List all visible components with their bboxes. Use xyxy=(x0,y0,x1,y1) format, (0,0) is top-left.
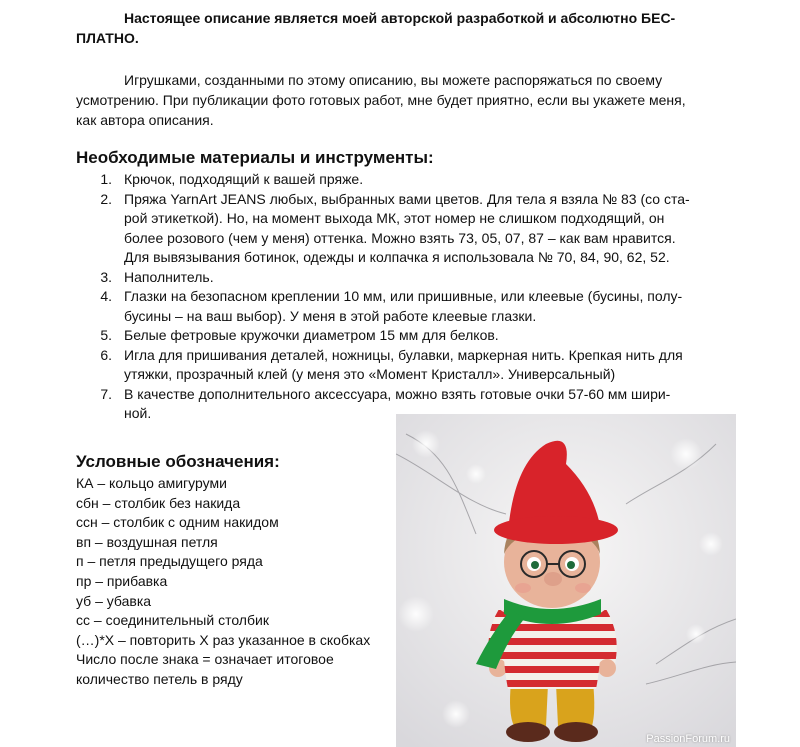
symbol-item: (…)*Х – повторить Х раз указанное в скобках xyxy=(76,631,371,648)
symbol-item: КА – кольцо амигуруми xyxy=(76,475,227,491)
intro-paragraph-2: Игрушками, созданными по этому описанию, вы можете распоряжаться по своему xyxy=(124,72,663,88)
list-item-cont: утяжки, прозрачный клей (у меня это «Момент Кристалл». Универсальный) xyxy=(124,366,616,382)
symbols-list xyxy=(76,474,370,690)
symbol-item: вп – воздушная петля xyxy=(76,533,218,550)
left-eye xyxy=(531,561,539,569)
right-eye xyxy=(567,561,575,569)
symbols-heading: Условные обозначения: xyxy=(76,452,280,471)
materials-list xyxy=(76,170,736,424)
materials-heading: Необходимые материалы и инструменты: xyxy=(76,148,434,167)
list-item-cont: более розового (чем у меня) оттенка. Можно взять 73, 05, 07, 87 – как вам нравится. xyxy=(124,229,676,246)
symbol-item: сс – соединительный столбик xyxy=(76,612,269,629)
symbol-item: ссн – столбик с одним накидом xyxy=(76,514,279,531)
symbol-item: уб – убавка xyxy=(76,592,152,609)
list-item-cont: Для вывязывания ботинок, одежды и колпачка я использовала № 70, 84, 90, 62, 52. xyxy=(124,249,670,265)
intro-paragraph-2-end: как автора описания. xyxy=(76,112,214,128)
left-cheek xyxy=(515,583,531,593)
hat-brim xyxy=(494,516,618,544)
doll-illustration xyxy=(396,414,736,747)
left-shoe xyxy=(506,722,550,742)
symbol-item: Число после знака = означает итоговое xyxy=(76,651,334,668)
right-shoe xyxy=(554,722,598,742)
nose xyxy=(544,572,562,586)
amigurumi-doll-photo xyxy=(396,414,736,747)
list-item: 5. Белые фетровые кружочки диаметром 15 мм для белков. xyxy=(100,327,499,343)
intro-paragraph-1-cont: ПЛАТНО. xyxy=(76,30,139,46)
list-item: 1. Крючок, подходящий к вашей пряже. xyxy=(100,171,364,187)
intro-paragraph-2-cont: усмотрению. При публикации фото готовых работ, мне будет приятно, если вы укажете меня, xyxy=(76,92,686,108)
symbol-item: п – петля предыдущего ряда xyxy=(76,553,263,570)
list-item: 2. Пряжа YarnArt JEANS любых, выбранных вами цветов. Для тела я взяла № 83 (со ста- xyxy=(100,190,690,207)
list-item: 7. В качестве дополнительного аксессуара, можно взять готовые очки 57-60 мм шири- xyxy=(100,385,671,402)
list-item-cont: ной. xyxy=(124,405,152,421)
symbol-item: пр – прибавка xyxy=(76,572,168,589)
list-item: 6. Игла для пришивания деталей, ножницы, булавки, маркерная нить. Крепкая нить для xyxy=(100,346,683,363)
symbol-item: количество петель в ряду xyxy=(76,670,243,687)
right-cheek xyxy=(575,583,591,593)
list-item: 4. Глазки на безопасном креплении 10 мм, или пришивные, или клеевые (бусины, полу- xyxy=(100,288,683,304)
intro-paragraph-1: Настоящее описание является моей авторской разработкой и абсолютно БЕС- xyxy=(124,10,676,26)
list-item: 3. Наполнитель. xyxy=(100,268,214,285)
list-item-cont: рой этикеткой). Но, на момент выхода МК, этот номер не слишком подходящий, он xyxy=(124,210,665,226)
list-item-cont: бусины – на ваш выбор). У меня в этой работе клеевые глазки. xyxy=(124,307,537,324)
right-hand xyxy=(598,659,616,677)
watermark: PassionForum.ru xyxy=(646,733,730,745)
symbol-item: сбн – столбик без накида xyxy=(76,494,241,511)
